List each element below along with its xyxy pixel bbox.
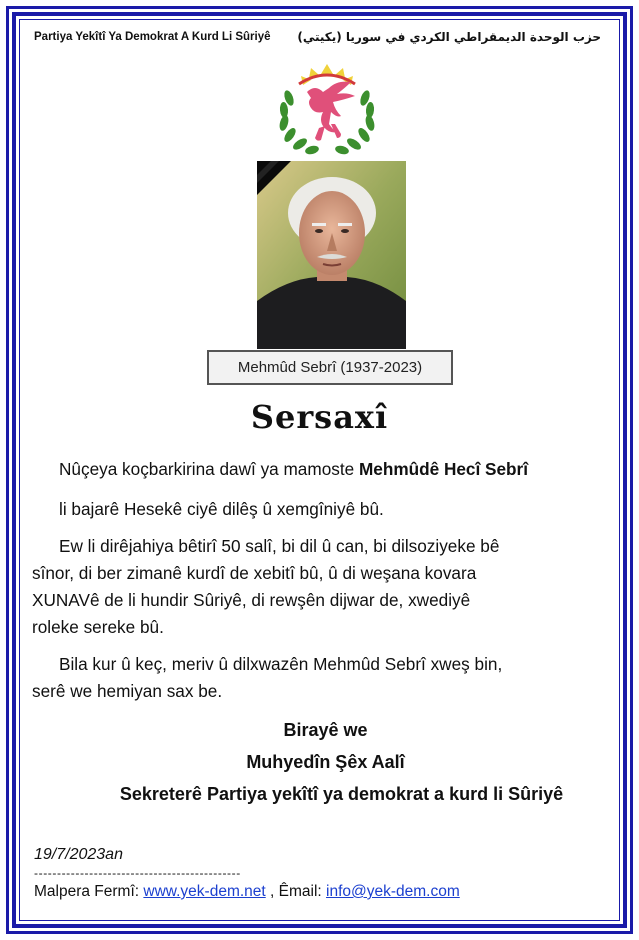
header-party-name-arabic: حزب الوحدة الديمقراطي الكردي في سوريا (يكيتي) bbox=[297, 30, 601, 44]
separator-line: --------------------------------------------- bbox=[34, 866, 241, 880]
header-party-name-kurdish: Partiya Yekîtî Ya Demokrat A Kurd Li Sûriyê bbox=[34, 31, 271, 43]
paragraph-biography bbox=[32, 533, 600, 641]
party-logo-icon bbox=[271, 58, 383, 158]
portrait-photo bbox=[257, 161, 406, 349]
announcement-text: Nûçeya koçbarkirina dawî ya mamoste bbox=[59, 459, 359, 479]
condolence-line: serê we hemiyan sax be. bbox=[32, 681, 223, 701]
page-title: Sersaxî bbox=[250, 398, 389, 436]
paragraph-announcement bbox=[59, 456, 599, 483]
signature-name: Muhyedîn Şêx Aalî bbox=[246, 752, 405, 772]
paragraph-location: li bajarê Hesekê ciyê dilêş û xemgîniyê bû. bbox=[59, 499, 384, 519]
signature-greeting: Birayê we bbox=[283, 720, 368, 740]
signature-title: Sekreterê Partiya yekîtî ya demokrat a kurd li Sûriyê bbox=[119, 784, 564, 804]
biography-line: Ew li dirêjahiya bêtirî 50 salî, bi dil û can, bi dilsoziyeke bê bbox=[59, 536, 500, 556]
website-link[interactable]: www.yek-dem.net bbox=[143, 883, 266, 900]
biography-line: XUNAVê de li hundir Sûriyê, di rewşên dijwar de, xwediyê bbox=[32, 590, 471, 610]
email-label: , Êmail: bbox=[265, 883, 327, 900]
biography-line: roleke sereke bû. bbox=[32, 617, 164, 637]
footer-contact bbox=[34, 883, 460, 901]
deceased-name: Mehmûdê Hecî Sebrî bbox=[358, 459, 529, 479]
biography-line: sînor, di ber zimanê kurdî de xebitî bû, û di weşana kovara bbox=[32, 563, 477, 583]
site-label: Malpera Fermî: bbox=[34, 883, 144, 900]
date: 19/7/2023an bbox=[34, 846, 123, 863]
paragraph-condolence bbox=[32, 651, 600, 705]
email-link[interactable]: info@yek-dem.com bbox=[326, 883, 460, 900]
photo-caption: Mehmûd Sebrî (1937-2023) bbox=[207, 350, 453, 385]
condolence-line: Bila kur û keç, meriv û dilxwazên Mehmûd Sebrî xweş bin, bbox=[59, 654, 503, 674]
